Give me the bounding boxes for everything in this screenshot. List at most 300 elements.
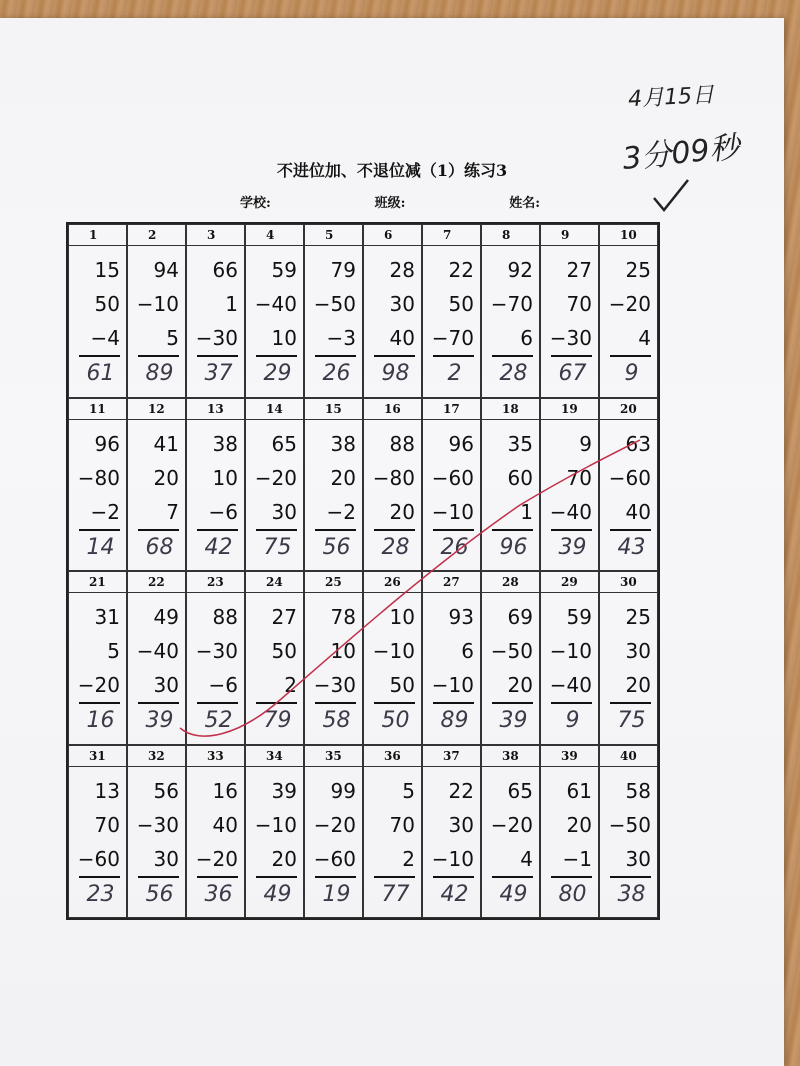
handwritten-answer: 79 [263,708,292,733]
operand: 10 [389,605,415,629]
answer-line [610,355,651,357]
operand: 79 [330,258,356,282]
operand: −6 [208,499,238,524]
operand: 40 [212,812,238,837]
problem-operands [255,253,297,355]
problem-operands [154,427,179,529]
handwritten-answer: 9 [565,708,580,733]
problem-cell [599,745,658,919]
problem-operands [209,427,238,529]
problem-cell [599,224,658,398]
operand: 20 [507,673,533,697]
answer-line [256,876,297,878]
problem-operands [432,774,474,876]
operand: −50 [490,639,533,663]
problem-number: 5 [305,225,362,246]
problem-operands [609,253,651,355]
operand: 30 [625,846,651,871]
operand: −60 [431,465,474,490]
operand: 50 [448,292,474,316]
operand: 70 [566,465,592,490]
handwritten-answer: 61 [86,361,115,386]
operand: 28 [389,258,415,282]
problem-cell [68,745,127,919]
problem-number: 13 [187,399,244,420]
operand: −20 [77,673,120,697]
problem-cell [186,571,245,745]
handwritten-answer: 26 [322,361,351,386]
operand: 70 [566,292,592,316]
operand: −40 [136,639,179,663]
answer-line [256,702,297,704]
operand: 6 [461,639,474,663]
operand: 92 [507,258,533,282]
operand: −10 [431,499,474,524]
operand: 41 [153,431,179,456]
problem-operands [563,774,592,876]
problem-operands [609,427,651,529]
problem-operands [327,427,356,529]
problem-operands [550,253,592,355]
problem-operands [137,253,179,355]
answer-line [433,355,474,357]
handwritten-answer: 28 [381,534,410,560]
problem-operands [196,253,238,355]
school-label: 学校: [240,196,271,211]
answer-line [374,355,415,357]
operand: 78 [330,605,356,629]
operand: 88 [212,605,238,629]
operand: −6 [208,673,238,697]
handwritten-answer: 38 [617,881,646,907]
problem-number: 18 [482,399,539,420]
class-label: 班级: [374,196,406,211]
problem-cell [540,224,599,398]
answer-line [610,529,651,531]
problem-operands [373,600,415,702]
operand: −30 [313,673,356,697]
handwritten-answer: 43 [617,534,646,560]
problem-number: 26 [364,572,421,593]
problem-number: 36 [364,746,421,767]
problem-operands [373,427,415,529]
answer-line [433,702,474,704]
problem-operands [432,253,474,355]
problem-number: 28 [482,572,539,593]
handwritten-answer: 29 [263,361,292,386]
answer-line [374,529,415,531]
handwritten-answer: 56 [322,534,351,560]
operand: 1 [520,499,533,524]
problem-cell [304,224,363,398]
operand: 96 [448,431,474,456]
problem-cell [68,224,127,398]
answer-line [492,876,533,878]
operand: −40 [254,292,297,316]
problem-operands [196,600,238,702]
handwritten-answer: 96 [499,534,528,560]
operand: 35 [507,431,533,456]
problem-cell [481,571,540,745]
problem-cell [599,398,658,572]
problem-cell [245,745,304,919]
operand: 25 [625,258,651,282]
operand: −70 [490,292,533,316]
handwritten-answer: 26 [440,534,469,560]
answer-line [551,529,592,531]
problem-number: 1 [69,225,126,246]
answer-line [374,702,415,704]
operand: −10 [431,673,474,697]
problem-cell [540,398,599,572]
problem-cell [422,571,481,745]
answer-line [551,355,592,357]
handwritten-answer: 98 [381,361,410,386]
operand: 70 [94,812,120,837]
problem-operands [255,427,297,529]
operand: −3 [326,326,356,350]
problem-operands [314,600,356,702]
answer-line [433,876,474,878]
answer-line [138,355,179,357]
operand: 1 [225,292,238,316]
answer-line [610,876,651,878]
problem-cell [422,398,481,572]
operand: 20 [271,846,297,871]
problem-number: 17 [423,399,480,420]
worksheet-title: 不进位加、不退位减（1）练习3 [276,161,508,180]
operand: −60 [313,846,356,871]
problem-number: 3 [187,225,244,246]
problem-operands [78,600,120,702]
problem-number: 35 [305,746,362,767]
operand: 93 [448,605,474,629]
operand: −4 [90,326,120,350]
problem-operands [508,427,533,529]
handwritten-answer: 89 [440,708,469,733]
student-info-fields [240,192,540,211]
operand: 88 [389,431,415,456]
handwritten-answer: 68 [145,534,174,560]
answer-line [138,876,179,878]
problem-operands [491,600,533,702]
problem-cell [245,571,304,745]
answer-line [610,702,651,704]
handwritten-date: 4月15日 [627,82,715,113]
operand: 22 [448,258,474,282]
operand: 4 [520,846,533,871]
problem-cell [422,745,481,919]
operand: −80 [372,465,415,490]
problem-number: 31 [69,746,126,767]
problem-number: 19 [541,399,598,420]
problem-cell [540,745,599,919]
problem-cell [363,745,422,919]
operand: −10 [254,812,297,837]
problem-cell [186,224,245,398]
answer-line [197,355,238,357]
problem-cell [245,224,304,398]
operand: 59 [271,258,297,282]
handwritten-answer: 89 [145,361,174,386]
operand: −30 [195,326,238,350]
operand: −30 [195,639,238,663]
operand: −40 [549,499,592,524]
problem-number: 37 [423,746,480,767]
operand: 40 [389,326,415,350]
problem-operands [255,774,297,876]
operand: 20 [330,465,356,490]
operand: 30 [271,499,297,524]
problem-number: 39 [541,746,598,767]
handwritten-answer: 39 [499,708,528,733]
problem-operands [390,774,415,876]
operand: 61 [566,778,592,803]
problem-operands [491,774,533,876]
problem-number: 25 [305,572,362,593]
problem-number: 23 [187,572,244,593]
problem-grid [66,222,660,920]
problem-cell [127,224,186,398]
problem-operands [550,427,592,529]
handwritten-answer: 16 [86,708,115,733]
operand: 58 [625,778,651,803]
handwritten-answer: 39 [558,534,587,560]
handwritten-answer: 67 [558,361,587,386]
problem-cell [127,745,186,919]
operand: 30 [153,673,179,697]
operand: 30 [389,292,415,316]
answer-line [315,702,356,704]
handwritten-answer: 52 [204,708,233,733]
handwritten-time: 3分09秒 [620,129,742,178]
operand: −10 [136,292,179,316]
problem-cell [304,571,363,745]
operand: 2 [402,846,415,871]
answer-line [256,529,297,531]
answer-line [79,355,120,357]
answer-line [138,529,179,531]
problem-number: 33 [187,746,244,767]
answer-line [197,876,238,878]
operand: −2 [90,499,120,524]
operand: −10 [372,639,415,663]
operand: 10 [212,465,238,490]
handwritten-answer: 28 [499,361,528,386]
operand: 99 [330,778,356,803]
problem-number: 40 [600,746,657,767]
problem-cell [363,224,422,398]
problem-cell [127,571,186,745]
operand: 20 [389,499,415,524]
operand: 22 [448,778,474,803]
problem-number: 38 [482,746,539,767]
answer-line [79,529,120,531]
problem-operands [626,600,651,702]
problem-cell [68,571,127,745]
operand: −20 [195,846,238,871]
answer-line [197,529,238,531]
operand: −60 [608,465,651,490]
operand: 65 [271,431,297,456]
problem-number: 2 [128,225,185,246]
operand: 2 [284,673,297,697]
problem-number: 32 [128,746,185,767]
problem-cell [599,571,658,745]
handwritten-answer: 39 [145,708,174,733]
problem-number: 4 [246,225,303,246]
operand: −10 [431,846,474,871]
answer-line [551,702,592,704]
problem-number: 11 [69,399,126,420]
problem-cell [186,398,245,572]
problem-operands [78,774,120,876]
operand: 10 [271,326,297,350]
answer-line [492,355,533,357]
operand: 4 [638,326,651,350]
operand: 30 [448,812,474,837]
operand: −40 [549,673,592,697]
problem-cell [304,745,363,919]
problem-cell [127,398,186,572]
operand: −60 [77,846,120,871]
problem-operands [272,600,297,702]
problem-number: 16 [364,399,421,420]
operand: 27 [566,258,592,282]
operand: −1 [562,846,592,871]
problem-cell [68,398,127,572]
problem-cell [363,571,422,745]
problem-number: 20 [600,399,657,420]
operand: 27 [271,605,297,629]
answer-line [197,702,238,704]
handwritten-answer: 58 [322,708,351,733]
problem-cell [304,398,363,572]
operand: 38 [330,431,356,456]
operand: −10 [549,639,592,663]
operand: 49 [153,605,179,629]
handwritten-answer: 36 [204,881,233,907]
operand: −20 [313,812,356,837]
operand: −20 [490,812,533,837]
handwritten-answer: 14 [86,534,115,560]
handwritten-answer: 50 [381,708,410,733]
handwritten-answer: 56 [145,881,174,907]
operand: 16 [212,778,238,803]
handwritten-answer: 2 [447,361,462,386]
problem-operands [550,600,592,702]
operand: 50 [94,292,120,316]
problem-number: 15 [305,399,362,420]
operand: 38 [212,431,238,456]
answer-line [138,702,179,704]
handwritten-answer: 23 [86,881,115,907]
problem-number: 9 [541,225,598,246]
problem-number: 30 [600,572,657,593]
problem-number: 12 [128,399,185,420]
problem-operands [137,600,179,702]
problem-operands [314,253,356,355]
problem-number: 22 [128,572,185,593]
handwritten-answer: 49 [263,881,292,907]
problem-number: 21 [69,572,126,593]
operand: 15 [94,258,120,282]
answer-line [433,529,474,531]
answer-line [374,876,415,878]
problem-cell [481,745,540,919]
problem-cell [363,398,422,572]
operand: 30 [153,846,179,871]
answer-line [315,529,356,531]
handwritten-answer: 75 [617,708,646,733]
problem-number: 10 [600,225,657,246]
operand: −50 [608,812,651,837]
handwritten-answer: 19 [322,881,351,907]
problem-operands [137,774,179,876]
operand: −20 [608,292,651,316]
operand: 60 [507,465,533,490]
problem-number: 8 [482,225,539,246]
operand: 9 [579,431,592,456]
problem-operands [609,774,651,876]
answer-line [492,702,533,704]
operand: −30 [136,812,179,837]
problem-cell [245,398,304,572]
answer-line [79,876,120,878]
problem-number: 14 [246,399,303,420]
answer-line [551,876,592,878]
name-label: 姓名: [509,196,540,211]
problem-operands [432,600,474,702]
operand: −70 [431,326,474,350]
handwritten-answer: 9 [624,361,639,386]
operand: −50 [313,292,356,316]
problem-number: 34 [246,746,303,767]
operand: 31 [94,605,120,629]
operand: −30 [549,326,592,350]
problem-operands [91,253,120,355]
operand: 59 [566,605,592,629]
operand: 13 [94,778,120,803]
operand: 96 [94,431,120,456]
operand: 94 [153,258,179,282]
operand: 20 [566,812,592,837]
operand: 7 [166,499,179,524]
operand: 63 [625,431,651,456]
operand: 69 [507,605,533,629]
problem-number: 24 [246,572,303,593]
handwritten-answer: 42 [204,534,233,560]
problem-cell [422,224,481,398]
answer-line [315,355,356,357]
handwritten-answer: 77 [381,881,410,907]
problem-cell [186,745,245,919]
operand: 5 [402,778,415,803]
check-mark-icon [652,176,692,216]
problem-operands [196,774,238,876]
handwritten-answer: 80 [558,881,587,907]
problem-cell [481,398,540,572]
handwritten-answer: 42 [440,881,469,907]
operand: 66 [212,258,238,282]
answer-line [315,876,356,878]
problem-number: 27 [423,572,480,593]
problem-number: 6 [364,225,421,246]
problem-operands [432,427,474,529]
problem-operands [78,427,120,529]
operand: 10 [330,639,356,663]
answer-line [256,355,297,357]
